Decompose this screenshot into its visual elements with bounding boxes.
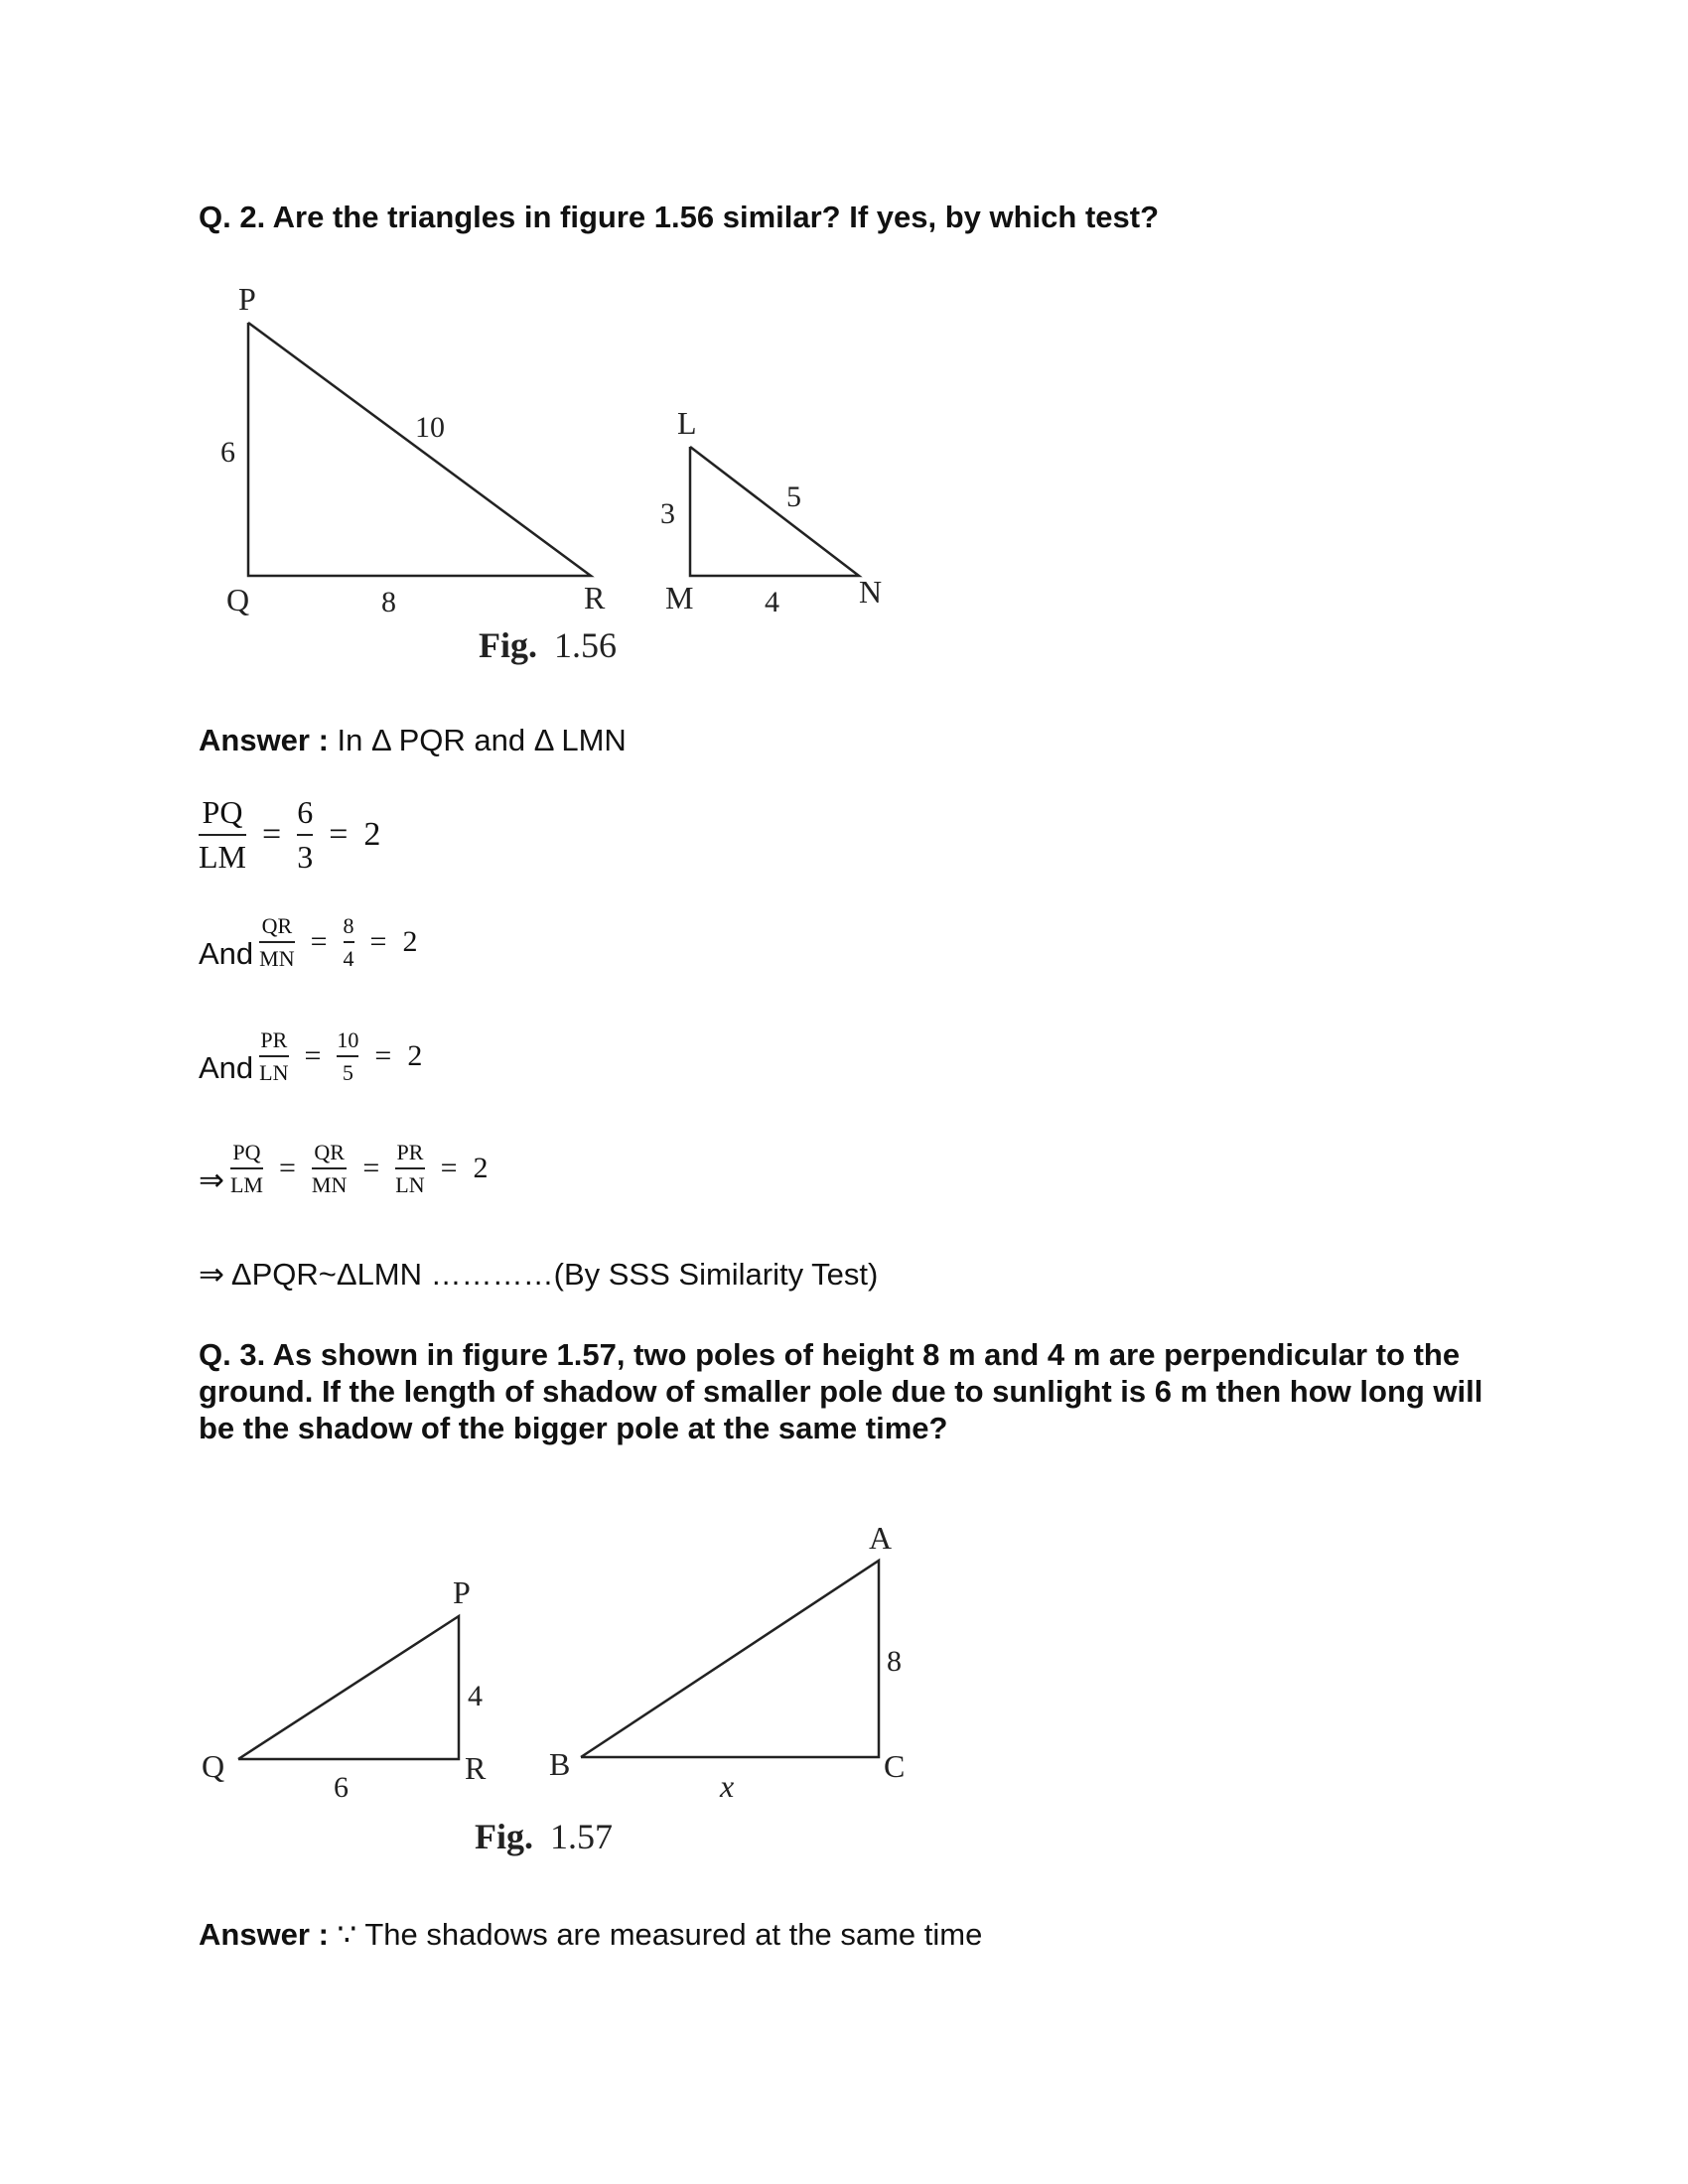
caption-bold: Fig. — [475, 1817, 533, 1856]
triangle-abc-shadow — [581, 1561, 879, 1757]
side-bc-label: x — [720, 1768, 735, 1804]
side-pr-label: 10 — [415, 411, 445, 444]
denominator: MN — [311, 1172, 348, 1198]
side-pq-label: 6 — [220, 436, 235, 469]
caption-bold: Fig. — [479, 625, 537, 665]
vertex-r: R — [465, 1750, 487, 1786]
figure-caption — [475, 1817, 613, 1856]
triangle-lmn — [690, 447, 859, 576]
triangle-pqr — [248, 323, 591, 576]
answer-label: Answer : — [199, 723, 329, 757]
caption-number: 1.57 — [550, 1817, 613, 1856]
fraction-pq-lm — [230, 1140, 263, 1198]
result: 2 — [473, 1152, 489, 1185]
side-lm-label: 3 — [660, 497, 675, 530]
equation-3: And $\frac{PR}{LN}$ = $\frac{10}{5}$ = 2 — [199, 1027, 423, 1086]
figure-caption — [479, 625, 617, 665]
vertex-q: Q — [202, 1748, 225, 1784]
side-pr-label: 4 — [468, 1680, 483, 1712]
side-qr-label: 6 — [334, 1771, 349, 1804]
conclusion: ⇒ ΔPQR~ΔLMN …………(By SSS Similarity Test) — [199, 1257, 879, 1292]
vertex-q: Q — [226, 582, 250, 617]
numerator: QR — [314, 1140, 345, 1164]
result: 2 — [407, 1039, 423, 1073]
equation-prefix: And — [199, 1049, 254, 1085]
vertex-l: L — [677, 405, 697, 441]
denominator: 4 — [343, 946, 354, 972]
numerator: PR — [396, 1140, 424, 1164]
vertex-b: B — [549, 1746, 571, 1782]
denominator: MN — [259, 946, 295, 972]
triangle-pqr-shadow — [238, 1616, 459, 1759]
fraction-pq-lm — [199, 794, 246, 876]
question-3: Q. 3. As shown in figure 1.57, two poles of height 8 m and 4 m are perpendicular to the ground. If the length of shadow of smaller pole due to sunlight is 6 m then how long will be the shadow of the bigger pole at the same time? — [199, 1337, 1483, 1445]
vertex-a: A — [869, 1520, 893, 1556]
numerator: 8 — [343, 913, 354, 938]
vertex-m: M — [665, 580, 694, 615]
denominator: LN — [259, 1060, 289, 1086]
vertex-r: R — [584, 580, 606, 615]
side-ln-label: 5 — [786, 480, 801, 513]
numerator: PR — [260, 1027, 288, 1052]
numerator: QR — [261, 913, 293, 938]
fraction-10-5 — [337, 1027, 358, 1086]
equation-2: And $\frac{QR}{MN}$ = $\frac{8}{4}$ = 2 — [199, 913, 418, 972]
vertex-p: P — [453, 1574, 471, 1610]
fraction-pr-ln — [259, 1027, 288, 1086]
vertex-c: C — [884, 1748, 906, 1784]
numerator: PQ — [232, 1140, 261, 1164]
denominator: LN — [395, 1172, 425, 1198]
fraction-pr-ln — [395, 1140, 424, 1198]
equation-prefix: And — [199, 935, 254, 971]
answer-3 — [199, 1917, 982, 1953]
fraction-8-4 — [344, 913, 354, 972]
denominator: LM — [199, 838, 246, 875]
side-ac-label: 8 — [887, 1645, 902, 1678]
result: 2 — [363, 815, 381, 853]
fraction-6-3 — [297, 794, 313, 876]
vertex-n: N — [859, 574, 883, 610]
equation-1: $\frac{PQ}{LM}$ = $\frac{6}{3}$ = 2 — [199, 794, 381, 875]
side-mn-label: 4 — [765, 586, 779, 618]
equation-4: ⇒ $\frac{PQ}{LM}$ = $\frac{QR}{MN}$ = $\frac{PR}{LN}$ = 2 — [199, 1140, 489, 1198]
answer-intro-text: In Δ PQR and Δ LMN — [337, 723, 627, 757]
denominator: 5 — [342, 1060, 353, 1086]
implies-symbol: ⇒ — [199, 1161, 224, 1197]
caption-number: 1.56 — [554, 625, 617, 665]
answer-2-intro — [199, 723, 627, 758]
numerator: 10 — [337, 1027, 359, 1052]
figure-1-56 — [199, 268, 914, 685]
answer-label: Answer : — [199, 1917, 329, 1952]
figure-1-57 — [189, 1509, 923, 1876]
question-2: Q. 2. Are the triangles in figure 1.56 similar? If yes, by which test? — [199, 200, 1160, 234]
denominator: 3 — [297, 838, 314, 875]
fraction-qr-mn — [259, 913, 294, 972]
fraction-qr-mn — [312, 1140, 347, 1198]
numerator: 6 — [297, 794, 314, 830]
numerator: PQ — [202, 794, 243, 830]
vertex-p: P — [238, 281, 256, 317]
denominator: LM — [229, 1172, 263, 1198]
answer-text: ∵ The shadows are measured at the same time — [337, 1917, 983, 1952]
result: 2 — [402, 925, 418, 959]
side-qr-label: 8 — [381, 586, 396, 618]
